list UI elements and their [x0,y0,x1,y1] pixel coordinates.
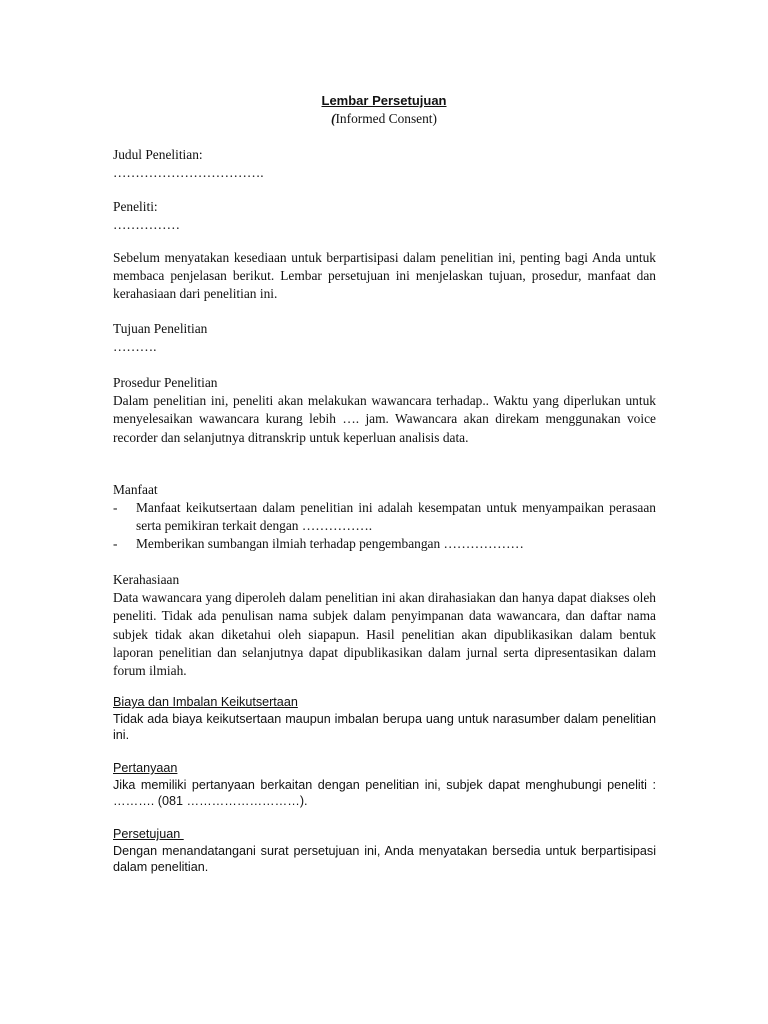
document-subtitle [0,110,768,128]
prosedur-section [113,374,656,447]
peneliti-label: Peneliti: [113,199,158,214]
persetujuan-heading: Persetujuan [113,827,184,841]
pertanyaan-body: Jika memiliki pertanyaan berkaitan dengan penelitian ini, subjek dapat menghubungi peneliti : ………. (081 ………………………). [113,777,656,809]
judul-placeholder: ……………………………. [113,165,264,181]
biaya-section [113,694,656,744]
peneliti-section [113,198,656,234]
list-item-text: Memberikan sumbangan ilmiah terhadap pengembangan ……………… [136,536,524,552]
document-title: Lembar Persetujuan [321,93,447,108]
judul-section [113,146,656,182]
tujuan-placeholder: ………. [113,339,157,355]
tujuan-heading: Tujuan Penelitian [113,321,208,336]
subtitle-text: Informed Consent) [335,111,437,126]
kerahasiaan-body: Data wawancara yang diperoleh dalam penelitian ini akan dirahasiakan dan hanya dapat diakses oleh peneliti. Tidak ada penulisan nama subjek dalam penyimpanan data wawancara, dan daftar nama subjek tidak akan diketahui oleh siapapun. Hasil penelitian akan dipublikasikan dalam bentuk laporan penelitian dan selanjutnya dapat dipublikasikan dalam jurnal serta dipresentasikan dalam forum ilmiah. [113,590,656,679]
intro-paragraph: Sebelum menyatakan kesediaan untuk berpartisipasi dalam penelitian ini, penting bagi Anda untuk membaca penjelasan berikut. Lembar persetujuan ini menjelaskan tujuan, prosedur, manfaat dan kerahasiaan dari penelitian ini. [113,250,656,302]
persetujuan-body: Dengan menandatangani surat persetujuan ini, Anda menyatakan bersedia untuk berpartisipasi dalam penelitian. [113,843,656,875]
judul-label: Judul Penelitian: [113,147,203,162]
kerahasiaan-heading: Kerahasiaan [113,572,180,587]
prosedur-heading: Prosedur Penelitian [113,375,218,390]
prosedur-body: Dalam penelitian ini, peneliti akan melakukan wawancara terhadap.. Waktu yang diperlukan untuk menyelesaikan wawancara kurang lebih …. jam. Wawancara akan direkam menggunakan voice recorder dan selanjutnya ditranskrip untuk keperluan analisis data. [113,393,656,445]
manfaat-heading: Manfaat [113,482,158,497]
biaya-heading: Biaya dan Imbalan Keikutsertaan [113,695,298,709]
tujuan-section [113,320,656,356]
pertanyaan-heading: Pertanyaan [113,761,178,775]
persetujuan-section [113,826,656,876]
manfaat-list [113,499,656,554]
biaya-body: Tidak ada biaya keikutsertaan maupun imbalan berupa uang untuk narasumber dalam penelitian ini. [113,711,656,743]
peneliti-placeholder: …………… [113,217,180,233]
pertanyaan-section [113,760,656,810]
subtitle-paren: ( [331,111,336,126]
kerahasiaan-section [113,571,656,680]
list-dash: - [113,500,118,515]
list-item [113,499,656,535]
list-dash: - [113,536,118,552]
list-item [113,535,656,553]
list-item-text: Manfaat keikutsertaan dalam penelitian ini adalah kesempatan untuk menyampaikan perasaan serta pemikiran terkait dengan ……………. [136,500,656,534]
